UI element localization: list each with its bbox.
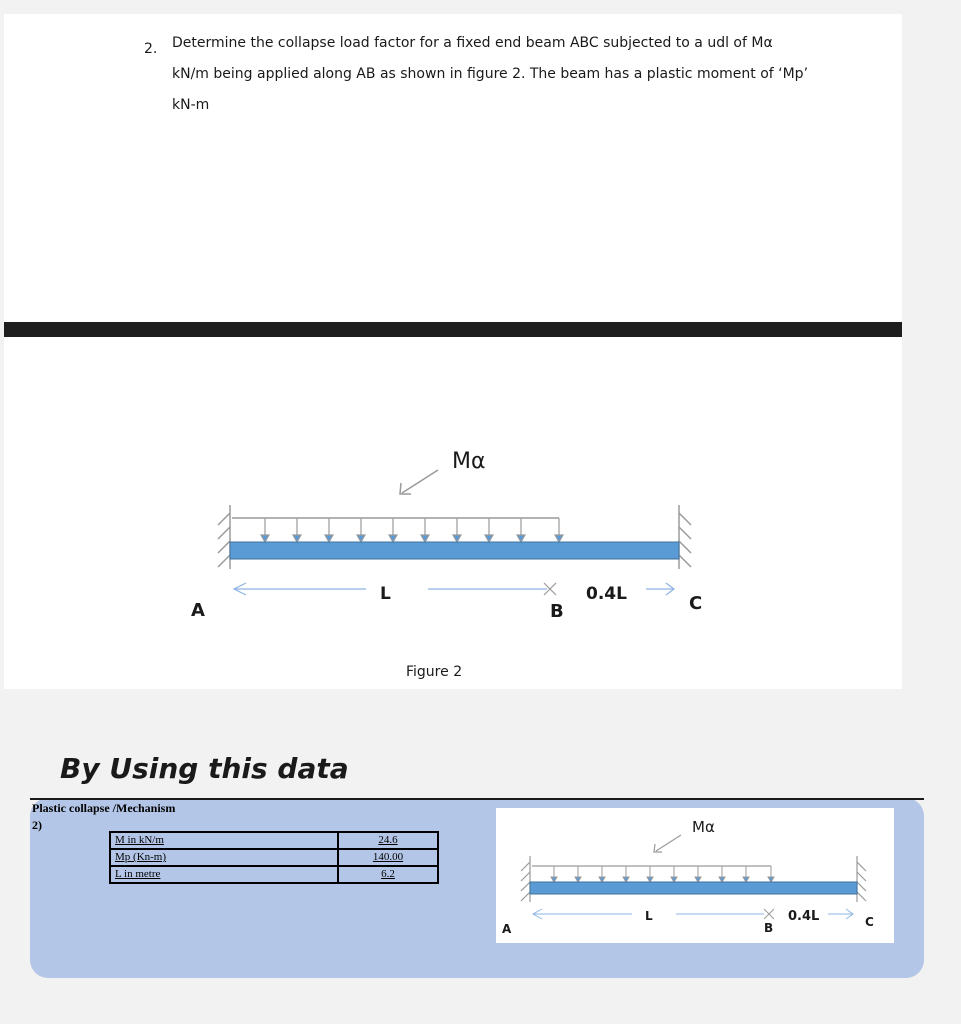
span-bc-label: 0.4L [586, 584, 627, 604]
table-row [110, 849, 438, 866]
table-value-mp: 140.00 [338, 849, 438, 866]
inner-label-b: B [764, 921, 774, 935]
load-pointer-arrow [400, 470, 438, 494]
label-b: B [550, 601, 564, 622]
right-support-icon [679, 505, 691, 569]
mechanism-title: Plastic collapse /Mechanism [32, 801, 176, 815]
inner-udl-arrows [551, 866, 774, 882]
dimension-0-4l [646, 583, 674, 595]
inner-beam [530, 882, 857, 894]
inner-beam-figure [496, 808, 894, 943]
inner-label-a: A [502, 922, 512, 936]
inner-figure [496, 808, 894, 943]
udl-arrows [261, 518, 563, 542]
inner-load-pointer-arrow [654, 835, 681, 852]
separator-bar [4, 322, 902, 337]
inner-left-support-icon [521, 856, 530, 902]
inner-dimension-0-4l [828, 909, 853, 919]
table-row [110, 866, 438, 883]
panel-top-border [30, 798, 924, 800]
question-line-1: Determine the collapse load factor for a fixed end beam ABC subjected to a udl of Mα [172, 35, 773, 51]
table-value-m: 24.6 [338, 832, 438, 849]
load-label: Mα [452, 449, 486, 474]
inner-label-c: C [865, 915, 874, 929]
table-label-m: M in kN/m [110, 832, 338, 849]
mechanism-number: 2) [32, 818, 42, 832]
table-value-l: 6.2 [338, 866, 438, 883]
label-c: C [689, 593, 703, 614]
question-number: 2. [144, 41, 158, 57]
figure-page [4, 337, 902, 689]
question-line-2: kN/m being applied along AB as shown in figure 2. The beam has a plastic moment of ‘Mp’ [172, 66, 809, 82]
figure-caption: Figure 2 [406, 664, 463, 680]
inner-span-ab-label: L [645, 909, 653, 923]
question-line-3: kN-m [172, 97, 210, 113]
inner-tick-b-icon [764, 909, 774, 919]
inner-right-support-icon [857, 856, 866, 902]
table-row [110, 832, 438, 849]
data-heading: By Using this data [60, 752, 349, 785]
inner-span-bc-label: 0.4L [788, 909, 820, 924]
inner-load-label: Mα [692, 818, 715, 836]
beam [230, 542, 679, 559]
data-table [109, 831, 439, 884]
label-a: A [191, 600, 205, 621]
table-label-mp: Mp (Kn-m) [110, 849, 338, 866]
left-support-icon [218, 505, 230, 569]
beam-figure [4, 337, 902, 689]
table-label-l: L in metre [110, 866, 338, 883]
span-ab-label: L [380, 584, 391, 604]
question-page [4, 14, 902, 322]
